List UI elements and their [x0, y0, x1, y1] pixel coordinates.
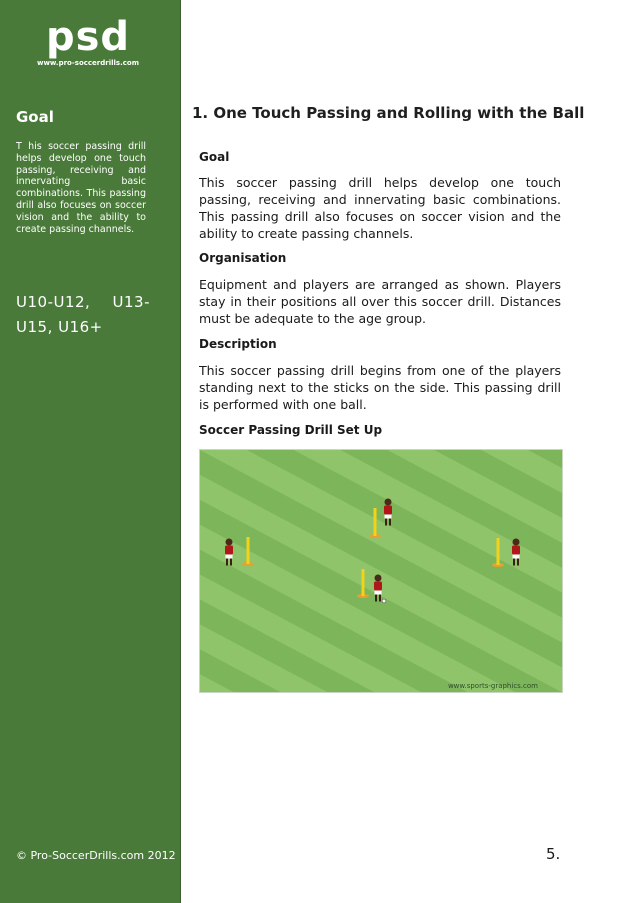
- page-title: 1. One Touch Passing and Rolling with the Ball: [192, 104, 585, 122]
- sidebar-summary: T his soccer passing drill helps develop one touch passing, receiving and innervating basic combinations. This passing drill also focuses on soccer vision and the ability to create passing channels.: [16, 141, 146, 235]
- setup-heading: Soccer Passing Drill Set Up: [199, 423, 383, 437]
- pitch-grass: [200, 450, 562, 692]
- description-heading: Description: [199, 337, 277, 351]
- logo-url: www.pro-soccerdrills.com: [36, 59, 139, 67]
- sidebar: [0, 0, 181, 903]
- page-number: 5.: [546, 845, 561, 863]
- pitch-svg: [200, 450, 562, 692]
- figure-credit: www.sports-graphics.com: [447, 682, 538, 690]
- organisation-heading: Organisation: [199, 251, 287, 265]
- sidebar-age-groups: U10-U12, U13-U15, U16+: [16, 293, 150, 336]
- copyright: © Pro-SoccerDrills.com 2012: [16, 849, 176, 862]
- goal-heading: Goal: [199, 150, 230, 164]
- organisation-text: Equipment and players are arranged as shown. Players stay in their positions all over this soccer drill. Distances must be adequate to the age group.: [199, 277, 561, 326]
- sidebar-heading: Goal: [16, 108, 54, 126]
- ball: [382, 599, 386, 603]
- drill-diagram: [199, 449, 563, 693]
- description-text: This soccer passing drill begins from one of the players standing next to the sticks on the side. This passing drill is performed with one ball.: [199, 363, 561, 412]
- psd-logo: [36, 14, 140, 70]
- goal-text: This soccer passing drill helps develop one touch passing, receiving and innervating basic combinations. This passing drill also focuses on soccer vision and the ability to create passing channels.: [199, 175, 561, 241]
- logo-wordmark: psd: [45, 14, 131, 60]
